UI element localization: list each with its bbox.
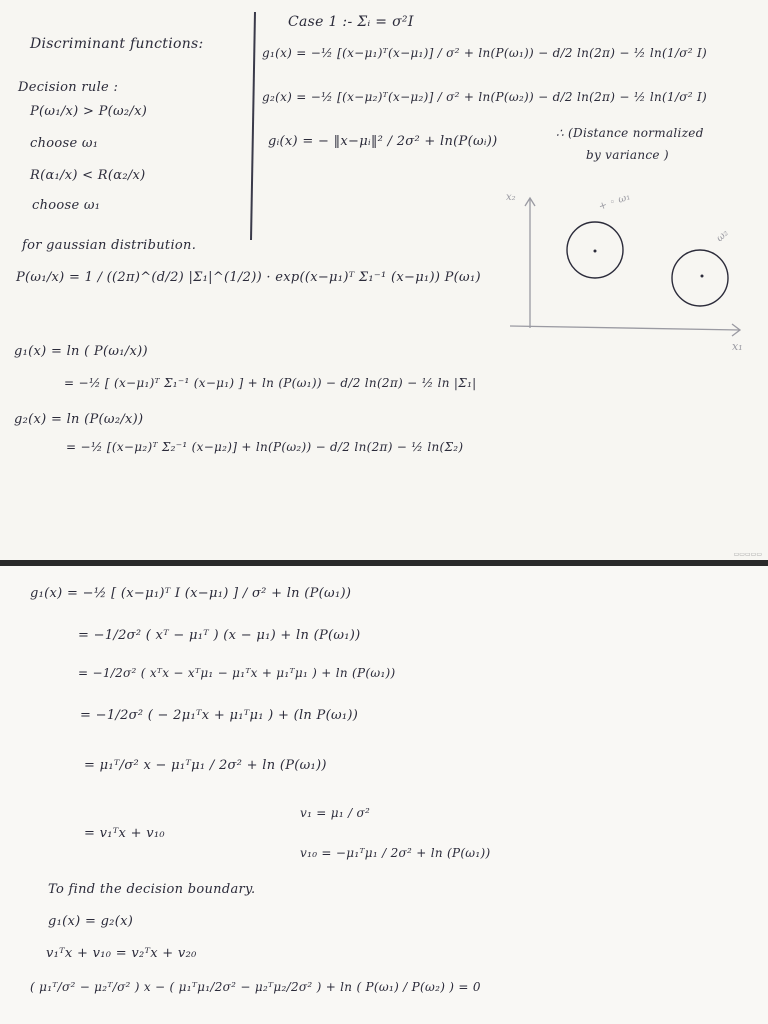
distance-note-line1: ∴ (Distance normalized <box>556 126 704 140</box>
case1-heading: Case 1 :- Σᵢ = σ²I <box>288 14 414 30</box>
derivation-line-6: = v₁ᵀx + v₁₀ <box>84 826 165 841</box>
boundary-final-equation: ( μ₁ᵀ/σ² − μ₂ᵀ/σ² ) x − ( μ₁ᵀμ₁/2σ² − μ₂ᵀμ₂/2σ² ) + ln ( P(ω₁) / P(ω₂) ) = 0 <box>30 980 481 994</box>
class2-circle <box>672 250 728 306</box>
gaussian-heading: for gaussian distribution. <box>22 238 197 253</box>
x-axis-label: x₁ <box>732 340 743 353</box>
gi-case1-equation: gᵢ(x) = − ‖x−μᵢ‖² / 2σ² + ln(P(ωᵢ)) <box>268 134 498 149</box>
y-axis-label: x₂ <box>506 192 516 203</box>
g1-log-posterior: g₁(x) = ln ( P(ω₁/x)) <box>14 344 148 359</box>
posterior-inequality: P(ω₁/x) > P(ω₂/x) <box>30 104 148 119</box>
derivation-line-2: = −1/2σ² ( xᵀ − μ₁ᵀ ) (x − μ₁) + ln (P(ω₁)) <box>78 628 361 643</box>
derivation-line-5: = μ₁ᵀ/σ² x − μ₁ᵀμ₁ / 2σ² + ln (P(ω₁)) <box>84 758 327 773</box>
g2-expanded: = −½ [(x−μ₂)ᵀ Σ₂⁻¹ (x−μ₂)] + ln(P(ω₂)) − d/2 ln(2π) − ½ ln(Σ₂) <box>66 440 464 454</box>
class-circles-sketch <box>500 180 768 360</box>
gaussian-posterior: P(ω₁/x) = 1 / ((2π)^(d/2) |Σ₁|^(1/2)) · exp((x−μ₁)ᵀ Σ₁⁻¹ (x−μ₁)) P(ω₁) <box>16 270 481 285</box>
derivation-line-4: = −1/2σ² ( − 2μ₁ᵀx + μ₁ᵀμ₁ ) + (ln P(ω₁)) <box>80 708 359 723</box>
decision-rule-label: Decision rule : <box>18 80 119 95</box>
x-axis <box>510 326 740 330</box>
heading-discriminant-functions: Discriminant functions: <box>30 36 204 52</box>
g1-expanded: = −½ [ (x−μ₁)ᵀ Σ₁⁻¹ (x−μ₁) ] + ln (P(ω₁)) − d/2 ln(2π) − ½ ln |Σ₁| <box>64 376 477 390</box>
v1-definition: v₁ = μ₁ / σ² <box>300 806 371 820</box>
notes-page-2 <box>0 566 768 1024</box>
class2-mean-dot <box>701 275 704 278</box>
choose-w1-first: choose ω₁ <box>30 136 99 151</box>
class2-annotation: ω₂ <box>714 227 731 245</box>
boundary-linear-form: v₁ᵀx + v₁₀ = v₂ᵀx + v₂₀ <box>46 946 197 961</box>
choose-w1-second: choose ω₁ <box>32 198 101 213</box>
g2-log-posterior: g₂(x) = ln (P(ω₂/x)) <box>14 412 144 427</box>
scanner-watermark: ▭▭▭▭▭ <box>733 551 762 558</box>
v10-definition: v₁₀ = −μ₁ᵀμ₁ / 2σ² + ln (P(ω₁)) <box>300 846 491 860</box>
boundary-equality: g₁(x) = g₂(x) <box>48 914 134 929</box>
derivation-line-3: = −1/2σ² ( xᵀx − xᵀμ₁ − μ₁ᵀx + μ₁ᵀμ₁ ) + ln (P(ω₁)) <box>78 666 396 680</box>
distance-note-line2: by variance ) <box>586 148 669 162</box>
column-divider <box>250 12 255 240</box>
class1-mean-dot <box>594 250 597 253</box>
decision-boundary-heading: To find the decision boundary. <box>48 882 256 897</box>
risk-inequality: R(α₁/x) < R(α₂/x) <box>30 168 146 183</box>
class1-annotation: + ◦ ω₁ <box>597 191 632 213</box>
derivation-line-1: g₁(x) = −½ [ (x−μ₁)ᵀ I (x−μ₁) ] / σ² + ln (P(ω₁)) <box>30 586 352 601</box>
g2-case1-equation: g₂(x) = −½ [(x−μ₂)ᵀ(x−μ₂)] / σ² + ln(P(ω₂)) − d/2 ln(2π) − ½ ln(1/σ² I) <box>262 90 708 104</box>
g1-case1-equation: g₁(x) = −½ [(x−μ₁)ᵀ(x−μ₁)] / σ² + ln(P(ω₁)) − d/2 ln(2π) − ½ ln(1/σ² I) <box>262 46 708 60</box>
